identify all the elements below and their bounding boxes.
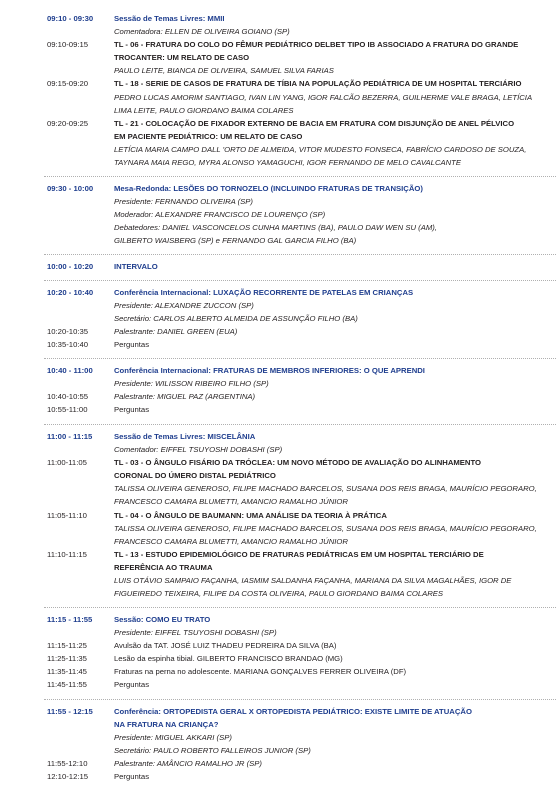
item-text: Avulsão da TAT. JOSÉ LUIZ THADEU PEDREIRA DA SILVA (BA) [114,641,337,651]
schedule-row [0,770,560,783]
schedule-row [0,143,560,156]
schedule-row [0,456,560,469]
item-time: 11:10-11:15 [47,549,87,559]
talk-title: TL - 06 - FRATURA DO COLO DO FÊMUR PEDIÁTRICO DELBET TIPO IB ASSOCIADO A FRATURA DO GRANDE [114,40,519,50]
item-text: Perguntas [114,405,150,415]
schedule-row [0,535,560,548]
item-time: 11:00-11:05 [47,458,87,468]
people-line: TAYNARA MAIA REGO, MYRA ALONSO YAMAGUCHI, IGOR FERNANDO DE MELO CAVALCANTE [114,158,461,168]
people-line: Presidente: MIGUEL AKKARI (SP) [114,733,232,743]
schedule-row [0,587,560,600]
item-text: Fraturas na perna no adolescente. MARIANA GONÇALVES FERRER OLIVEIRA (DF) [114,667,407,677]
schedule-row [0,377,560,390]
schedule-row [0,561,560,574]
people-line: Palestrante: MIGUEL PAZ (ARGENTINA) [114,392,256,402]
talk-title: EM PACIENTE PEDIÁTRICO: UM RELATO DE CASO [114,131,303,141]
schedule-row [0,705,560,718]
schedule-row [0,12,560,25]
session-block [0,364,560,416]
schedule-row [0,403,560,416]
item-time: 11:45-11:55 [47,680,87,690]
people-line: Presidente: EIFFEL TSUYOSHI DOBASHI (SP) [114,628,277,638]
item-time: 11:05-11:10 [47,510,87,520]
section-divider [44,280,556,281]
people-line: LUIS OTÁVIO SAMPAIO FAÇANHA, IASMIM SALDANHA FAÇANHA, MARIANA DA SILVA MAGALHÃES, IGOR DE [114,576,512,586]
session-title: Sessão de Temas Livres: MISCELÂNIA [114,432,256,441]
session-block [0,12,560,169]
session-title: Sessão de Temas Livres: MMII [114,14,225,23]
people-line: GILBERTO WAISBERG (SP) e FERNANDO GAL GARCIA FILHO (BA) [114,236,357,246]
session-title: INTERVALO [114,262,158,271]
section-divider [44,607,556,608]
item-time: 11:25-11:35 [47,654,87,664]
item-time: 10:55-11:00 [47,405,88,415]
session-time: 11:00 - 11:15 [47,432,93,441]
schedule-row [0,665,560,678]
people-line: TALISSA OLIVEIRA GENEROSO, FILIPE MACHADO BARCELOS, SUSANA DOS REIS BRAGA, MAURÍCIO PEGORARO, [114,523,537,533]
session-title: Conferência Internacional: LUXAÇÃO RECORRENTE DE PATELAS EM CRIANÇAS [114,288,414,297]
schedule-row [0,51,560,64]
section-divider [44,424,556,425]
schedule-row [0,509,560,522]
schedule-row [0,25,560,38]
schedule-row [0,104,560,117]
schedule-row [0,548,560,561]
item-time: 10:40-10:55 [47,392,89,402]
item-time: 09:10-09:15 [47,40,89,50]
schedule-row [0,443,560,456]
schedule-row [0,390,560,403]
session-time: 11:55 - 12:15 [47,707,93,716]
people-line: Debatedores: DANIEL VASCONCELOS CUNHA MARTINS (BA), PAULO DAW WEN SU (AM), [114,223,437,233]
schedule-row [0,678,560,691]
talk-title: REFERÊNCIA AO TRAUMA [114,562,213,572]
schedule-row [0,718,560,731]
schedule-row [0,430,560,443]
session-block [0,286,560,351]
schedule-row [0,469,560,482]
item-time: 12:10-12:15 [47,772,89,782]
item-text: Perguntas [114,772,150,782]
people-line: PEDRO LUCAS AMORIM SANTIAGO, IVAN LIN YANG, IGOR FALCÃO BEZERRA, GUILHERME VALE BRAGA, LETÍCIA [114,92,533,102]
people-line: FRANCESCO CAMARA BLUMETTI, AMANCIO RAMALHO JÚNIOR [114,497,348,507]
schedule-row [0,221,560,234]
people-line: Moderador: ALEXANDRE FRANCISCO DE LOURENÇO (SP) [114,210,326,220]
session-block [0,613,560,692]
schedule-row [0,38,560,51]
talk-title: TROCANTER: UM RELATO DE CASO [114,53,250,63]
session-title: Mesa-Redonda: LESÕES DO TORNOZELO (INCLUINDO FRATURAS DE TRANSIÇÃO) [114,184,423,193]
item-time: 09:20-09:25 [47,118,89,128]
people-line: Presidente: ALEXANDRE ZUCCON (SP) [114,301,254,311]
item-time: 10:35-10:40 [47,340,89,350]
schedule-row [0,652,560,665]
people-line: LETÍCIA MARIA CAMPO DALL 'ORTO DE ALMEIDA, VITOR MUDESTO FONSECA, FABRÍCIO CARDOSO DE SOUZA, [114,144,527,154]
session-time: 09:30 - 10:00 [47,184,94,193]
people-line: FRANCESCO CAMARA BLUMETTI, AMANCIO RAMALHO JÚNIOR [114,536,348,546]
session-time: 10:00 - 10:20 [47,262,94,271]
talk-title: TL - 18 - SERIE DE CASOS DE FRATURA DE TÍBIA NA POPULAÇÃO PEDIÁTRICA DE UM HOSPITAL TERCIÁRIO [114,79,522,89]
schedule-row [0,613,560,626]
schedule-row [0,299,560,312]
people-line: LIMA LEITE, PAULO GIORDANO BAIMA COLARES [114,105,294,115]
people-line: FIGUEIREDO TEIXEIRA, FILIPE DA COSTA OLIVEIRA, PAULO GIORDANO BAIMA COLARES [114,589,444,599]
people-line: Secretário: PAULO ROBERTO FALLEIROS JUNIOR (SP) [114,746,311,756]
schedule-row [0,639,560,652]
session-title: NA FRATURA NA CRIANÇA? [114,720,219,730]
people-line: Comentadora: ELLEN DE OLIVEIRA GOIANO (SP) [114,27,290,37]
session-block [0,430,560,600]
item-text: Perguntas [114,680,150,690]
schedule-row [0,731,560,744]
session-block [0,705,560,784]
schedule-row [0,495,560,508]
schedule-row [0,325,560,338]
people-line: Presidente: WILISSON RIBEIRO FILHO (SP) [114,379,269,389]
session-time: 09:10 - 09:30 [47,14,94,23]
session-time: 10:40 - 11:00 [47,366,93,375]
schedule-row [0,156,560,169]
people-line: PAULO LEITE, BIANCA DE OLIVEIRA, SAMUEL SILVA FARIAS [114,66,334,76]
people-line: Secretário: CARLOS ALBERTO ALMEIDA DE ASSUNÇÃO FILHO (BA) [114,314,358,324]
item-text: Lesão da espinha tibial. GILBERTO FRANCISCO BRANDAO (MG) [114,654,343,664]
item-time: 09:15-09:20 [47,79,89,89]
session-time: 10:20 - 10:40 [47,288,94,297]
schedule-row [0,626,560,639]
schedule-row [0,522,560,535]
talk-title: TL - 21 - COLOCAÇÃO DE FIXADOR EXTERNO DE BACIA EM FRATURA COM DISJUNÇÃO DE ANEL PÉLVICO [114,118,515,128]
session-title: Sessão: COMO EU TRATO [114,615,211,624]
schedule-row [0,91,560,104]
item-text: Perguntas [114,340,150,350]
section-divider [44,176,556,177]
session-time: 11:15 - 11:55 [47,615,93,624]
schedule-row [0,208,560,221]
section-divider [44,699,556,700]
item-time: 11:55-12:10 [47,759,88,769]
talk-title: TL - 04 - O ÂNGULO DE BAUMANN: UMA ANÁLISE DA TEORIA À PRÁTICA [114,510,387,520]
people-line: Palestrante: AMÂNCIO RAMALHO JR (SP) [114,759,262,769]
item-time: 11:15-11:25 [47,641,87,651]
schedule-row [0,64,560,77]
talk-title: CORONAL DO ÚMERO DISTAL PEDIÁTRICO [114,471,276,481]
item-time: 10:20-10:35 [47,327,89,337]
session-block [0,260,560,273]
people-line: Presidente: FERNANDO OLIVEIRA (SP) [114,197,253,207]
schedule-row [0,130,560,143]
session-block [0,182,560,247]
item-time: 11:35-11:45 [47,667,87,677]
schedule-row [0,286,560,299]
talk-title: TL - 13 - ESTUDO EPIDEMIOLÓGICO DE FRATURAS PEDIÁTRICAS EM UM HOSPITAL TERCIÁRIO DE [114,549,484,559]
session-title: Conferência Internacional: FRATURAS DE MEMBROS INFERIORES: O QUE APRENDI [114,366,425,375]
schedule-row [0,77,560,90]
schedule-row [0,744,560,757]
schedule-row [0,234,560,247]
schedule-row [0,260,560,273]
schedule-row [0,182,560,195]
schedule-row [0,574,560,587]
session-title: Conferência: ORTOPEDISTA GERAL X ORTOPEDISTA PEDIÁTRICO: EXISTE LIMITE DE ATUAÇÃO [114,707,472,716]
people-line: Comentador: EIFFEL TSUYOSHI DOBASHI (SP) [114,445,283,455]
schedule-row [0,338,560,351]
schedule-row [0,757,560,770]
people-line: Palestrante: DANIEL GREEN (EUA) [114,327,238,337]
schedule-row [0,482,560,495]
talk-title: TL - 03 - O ÂNGULO FISÁRIO DA TRÓCLEA: UM NOVO MÉTODO DE AVALIAÇÃO DO ALINHAMENTO [114,458,482,468]
schedule-row [0,364,560,377]
schedule-row [0,117,560,130]
schedule-row [0,195,560,208]
schedule-row [0,312,560,325]
section-divider [44,254,556,255]
people-line: TALISSA OLIVEIRA GENEROSO, FILIPE MACHADO BARCELOS, SUSANA DOS REIS BRAGA, MAURÍCIO PEGORARO, [114,484,537,494]
section-divider [44,358,556,359]
